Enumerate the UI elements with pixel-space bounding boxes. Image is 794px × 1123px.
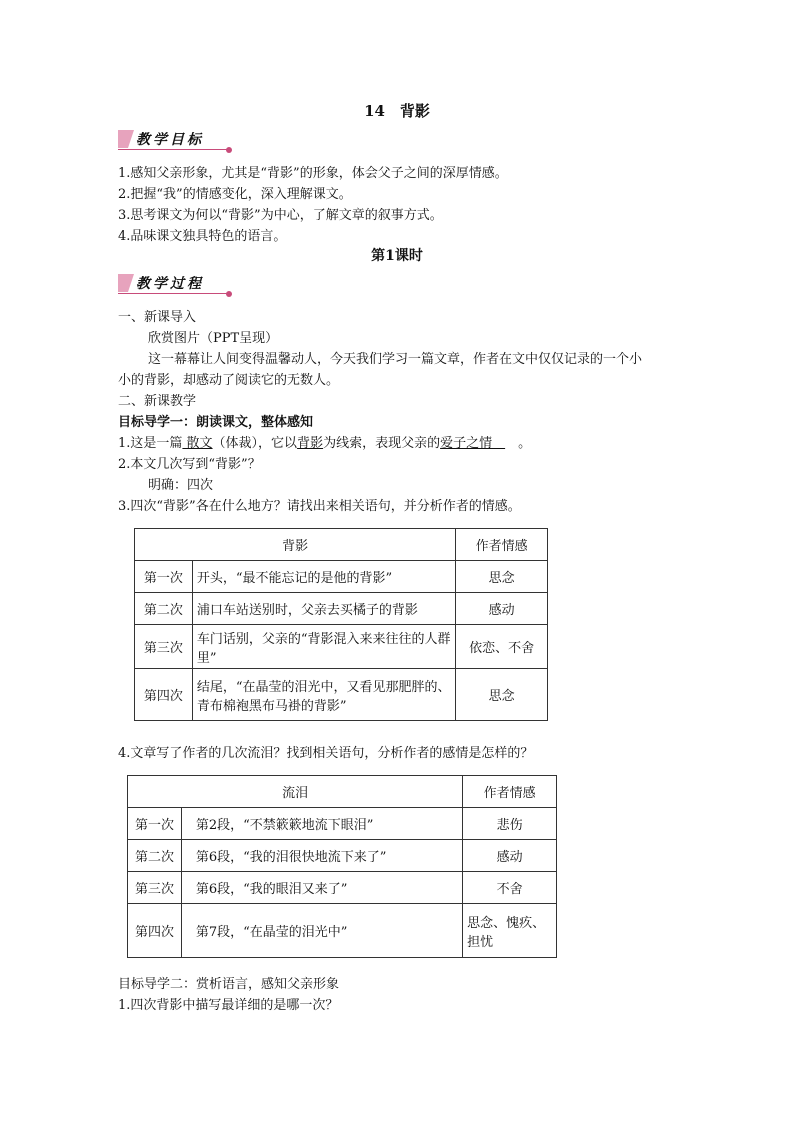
row-text: 第2段，“不禁簌簌地流下眼泪”	[181, 808, 462, 840]
section-step: 二、新课教学	[118, 394, 197, 409]
row-text: 第6段，“我的眼泪又来了”	[181, 872, 462, 904]
lesson-title: 第1课时	[371, 248, 423, 264]
heading-marker-icon	[118, 130, 134, 148]
column-header: 作者情感	[456, 529, 548, 561]
goal-heading: 目标导学二：赏析语言，感知父亲形象	[118, 977, 340, 992]
paragraph: 小的背影，却感动了阅读它的无数人。	[118, 373, 340, 388]
heading-underline	[118, 149, 228, 150]
table-row	[128, 808, 557, 840]
question-text: （体裁），它以	[212, 436, 298, 451]
heading-underline	[118, 293, 228, 294]
table-header-row	[135, 529, 548, 561]
row-feeling: 不舍	[463, 872, 557, 904]
paragraph: 这一幕幕让人间变得温馨动人，今天我们学习一篇文章，作者在文中仅仅记录的一个小	[148, 352, 643, 367]
column-header: 作者情感	[463, 776, 557, 808]
question-1	[118, 432, 531, 451]
objective-item: 3.思考课文为何以“背影”为中心，了解文章的叙事方式。	[118, 208, 443, 223]
row-label: 第三次	[135, 625, 193, 669]
row-feeling: 感动	[456, 593, 548, 625]
table-row	[128, 872, 557, 904]
question-2: 2.本文几次写到“背影”？	[118, 457, 261, 472]
row-label: 第二次	[128, 840, 182, 872]
question-3: 3.四次“背影”各在什么地方？请找出来相关语句，并分析作者的情感。	[118, 499, 521, 514]
row-text: 浦口车站送别时，父亲去买橘子的背影	[192, 593, 455, 625]
objective-item: 4.品味课文独具特色的语言。	[118, 229, 287, 244]
row-label: 第四次	[135, 669, 193, 721]
goal-heading: 目标导学一：朗读课文，整体感知	[118, 415, 314, 430]
table-backs	[134, 528, 548, 721]
table-header-row	[128, 776, 557, 808]
heading-dot-icon	[226, 147, 232, 153]
row-label: 第三次	[128, 872, 182, 904]
table-row	[128, 904, 557, 958]
table-row	[135, 593, 548, 625]
question-text: 。	[505, 436, 532, 451]
paragraph: 欣赏图片（PPT呈现）	[148, 331, 279, 346]
row-text: 第7段，“在晶莹的泪光中”	[181, 904, 462, 958]
answer-blank: 散文	[182, 436, 213, 451]
section-heading-process	[118, 272, 236, 294]
row-label: 第四次	[128, 904, 182, 958]
row-text: 车门话别，父亲的“背影混入来来往往的人群里”	[192, 625, 455, 669]
question-text: 为线索，表现父亲的	[323, 436, 441, 451]
row-feeling: 思念、愧疚、担忧	[463, 904, 557, 958]
row-label: 第一次	[135, 561, 193, 593]
row-feeling: 依恋、不舍	[456, 625, 548, 669]
section-step: 一、新课导入	[118, 310, 197, 325]
row-label: 第二次	[135, 593, 193, 625]
column-header: 流泪	[128, 776, 463, 808]
table-row	[128, 840, 557, 872]
table-row	[135, 561, 548, 593]
row-text: 结尾，“在晶莹的泪光中，又看见那肥胖的、青布棉袍黑布马褂的背影”	[192, 669, 455, 721]
row-feeling: 悲伤	[463, 808, 557, 840]
section-heading-label: 教学过程	[136, 276, 204, 292]
question-4: 4.文章写了作者的几次流泪？找到相关语句，分析作者的感情是怎样的？	[118, 746, 534, 761]
question-5: 1.四次背影中描写最详细的是哪一次？	[118, 998, 339, 1013]
section-heading-objectives	[118, 128, 236, 150]
row-feeling: 思念	[456, 669, 548, 721]
section-heading-label: 教学目标	[136, 132, 204, 148]
table-row	[135, 669, 548, 721]
table-tears	[127, 775, 557, 958]
heading-dot-icon	[226, 291, 232, 297]
answer-blank: 背影	[297, 436, 324, 451]
row-feeling: 感动	[463, 840, 557, 872]
heading-marker-icon	[118, 274, 134, 292]
document-title: 14 背影	[364, 102, 430, 120]
question-text: 1.这是一篇	[118, 436, 183, 451]
answer-blank: 爱子之情	[440, 436, 506, 451]
row-text: 开头，“最不能忘记的是他的背影”	[192, 561, 455, 593]
objective-item: 1.感知父亲形象，尤其是“背影”的形象，体会父子之间的深厚情感。	[118, 166, 508, 181]
question-2-answer: 明确：四次	[148, 478, 214, 493]
objective-item: 2.把握“我”的情感变化，深入理解课文。	[118, 187, 352, 202]
row-text: 第6段，“我的泪很快地流下来了”	[181, 840, 462, 872]
column-header: 背影	[135, 529, 456, 561]
table-row	[135, 625, 548, 669]
row-feeling: 思念	[456, 561, 548, 593]
row-label: 第一次	[128, 808, 182, 840]
